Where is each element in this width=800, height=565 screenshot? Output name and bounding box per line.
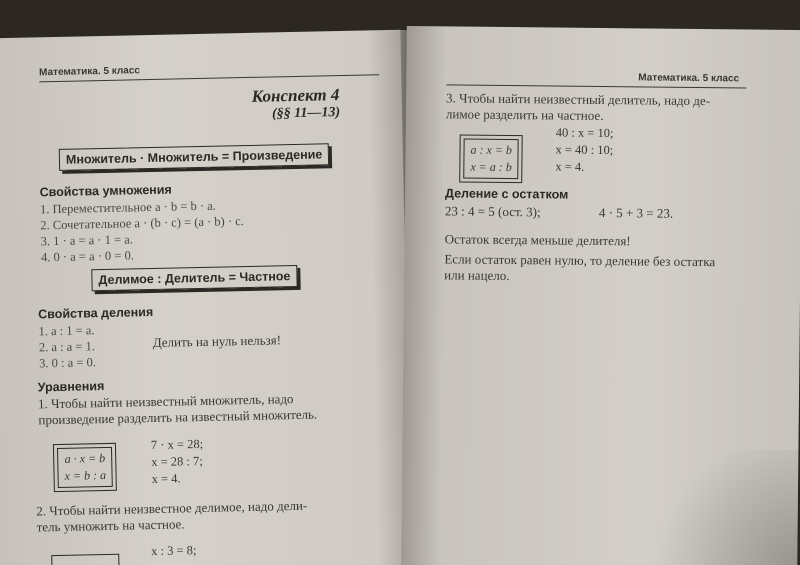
page-subtitle: (§§ 11—13) xyxy=(271,105,341,122)
formula-line: x = b : a xyxy=(64,468,107,483)
right-header-rule xyxy=(446,84,746,88)
multiplication-box: Множитель · Множитель = Произведение xyxy=(59,143,330,171)
formula-line: a : x = b xyxy=(470,142,513,158)
division-box: Делимое : Делитель = Частное xyxy=(91,265,297,291)
list-item: 1. Переместительное a · b = b · a. xyxy=(39,198,216,217)
formula-box-divisor xyxy=(459,135,523,184)
list-item: 3. 1 · a = a · 1 = a. xyxy=(40,232,133,249)
list-item: 3. 0 : a = 0. xyxy=(39,355,97,371)
list-item: 2. Сочетательное a · (b · c) = (a · b) · c. xyxy=(40,214,244,233)
left-page xyxy=(0,30,412,565)
right-page-header: Математика. 5 класс xyxy=(638,72,740,85)
props-mult-list xyxy=(40,197,245,265)
formula-box-dividend xyxy=(51,554,120,565)
example-line: 40 : x = 10; xyxy=(555,125,614,141)
list-item: 1. a : 1 = a. xyxy=(38,323,95,339)
rule1-line1: 1. Чтобы найти неизвестный множитель, надо xyxy=(37,391,294,412)
rule2-line2: тель умножить на частное. xyxy=(36,516,185,535)
right-page xyxy=(401,26,800,565)
zero-remainder-line1: Если остаток равен нулю, то деление без остатка xyxy=(444,251,716,270)
example-line: x = 4. xyxy=(555,159,585,174)
list-item: 2. a : a = 1. xyxy=(38,339,96,355)
props-div-heading: Свойства деления xyxy=(38,304,154,322)
equations-heading: Уравнения xyxy=(37,379,105,395)
remainder-example-b: 4 · 5 + 3 = 23. xyxy=(598,204,674,221)
rule2-line1: 2. Чтобы найти неизвестное делимое, надо дели- xyxy=(36,497,308,519)
example-line: x = 4. xyxy=(151,471,181,487)
example2-line: x : 3 = 8; xyxy=(151,543,197,559)
formula-line: a · x = b xyxy=(64,451,106,466)
example-line: 7 · x = 28; xyxy=(150,436,204,453)
formula-line: x = a : b xyxy=(470,159,512,175)
example1 xyxy=(151,436,204,488)
props-div-list xyxy=(38,322,96,371)
remainder-heading: Деление с остатком xyxy=(445,186,569,202)
example-line: x = 40 : 10; xyxy=(555,142,614,158)
example-line: x = 28 : 7; xyxy=(151,453,203,470)
remainder-example-a: 23 : 4 = 5 (ост. 3); xyxy=(444,203,541,220)
left-page-header: Математика. 5 класс xyxy=(39,65,141,79)
rule3-line1: 3. Чтобы найти неизвестный делитель, надо де- xyxy=(446,90,711,109)
list-item: 4. 0 · a = a · 0 = 0. xyxy=(40,248,135,265)
rule3-line2: лимое разделить на частное. xyxy=(445,106,604,124)
page-title: Конспект 4 xyxy=(251,85,340,106)
rule1-line2: произведение разделить на известный множитель. xyxy=(38,406,318,428)
props-mult-heading: Свойства умножения xyxy=(39,182,172,200)
page-shadow xyxy=(637,448,798,565)
no-zero-division-note: Делить на нуль нельзя! xyxy=(152,332,282,350)
remainder-rule: Остаток всегда меньше делителя! xyxy=(444,231,631,249)
example3 xyxy=(555,125,613,177)
formula-box-multiplier xyxy=(53,443,117,492)
zero-remainder-line2: или нацело. xyxy=(444,267,510,284)
